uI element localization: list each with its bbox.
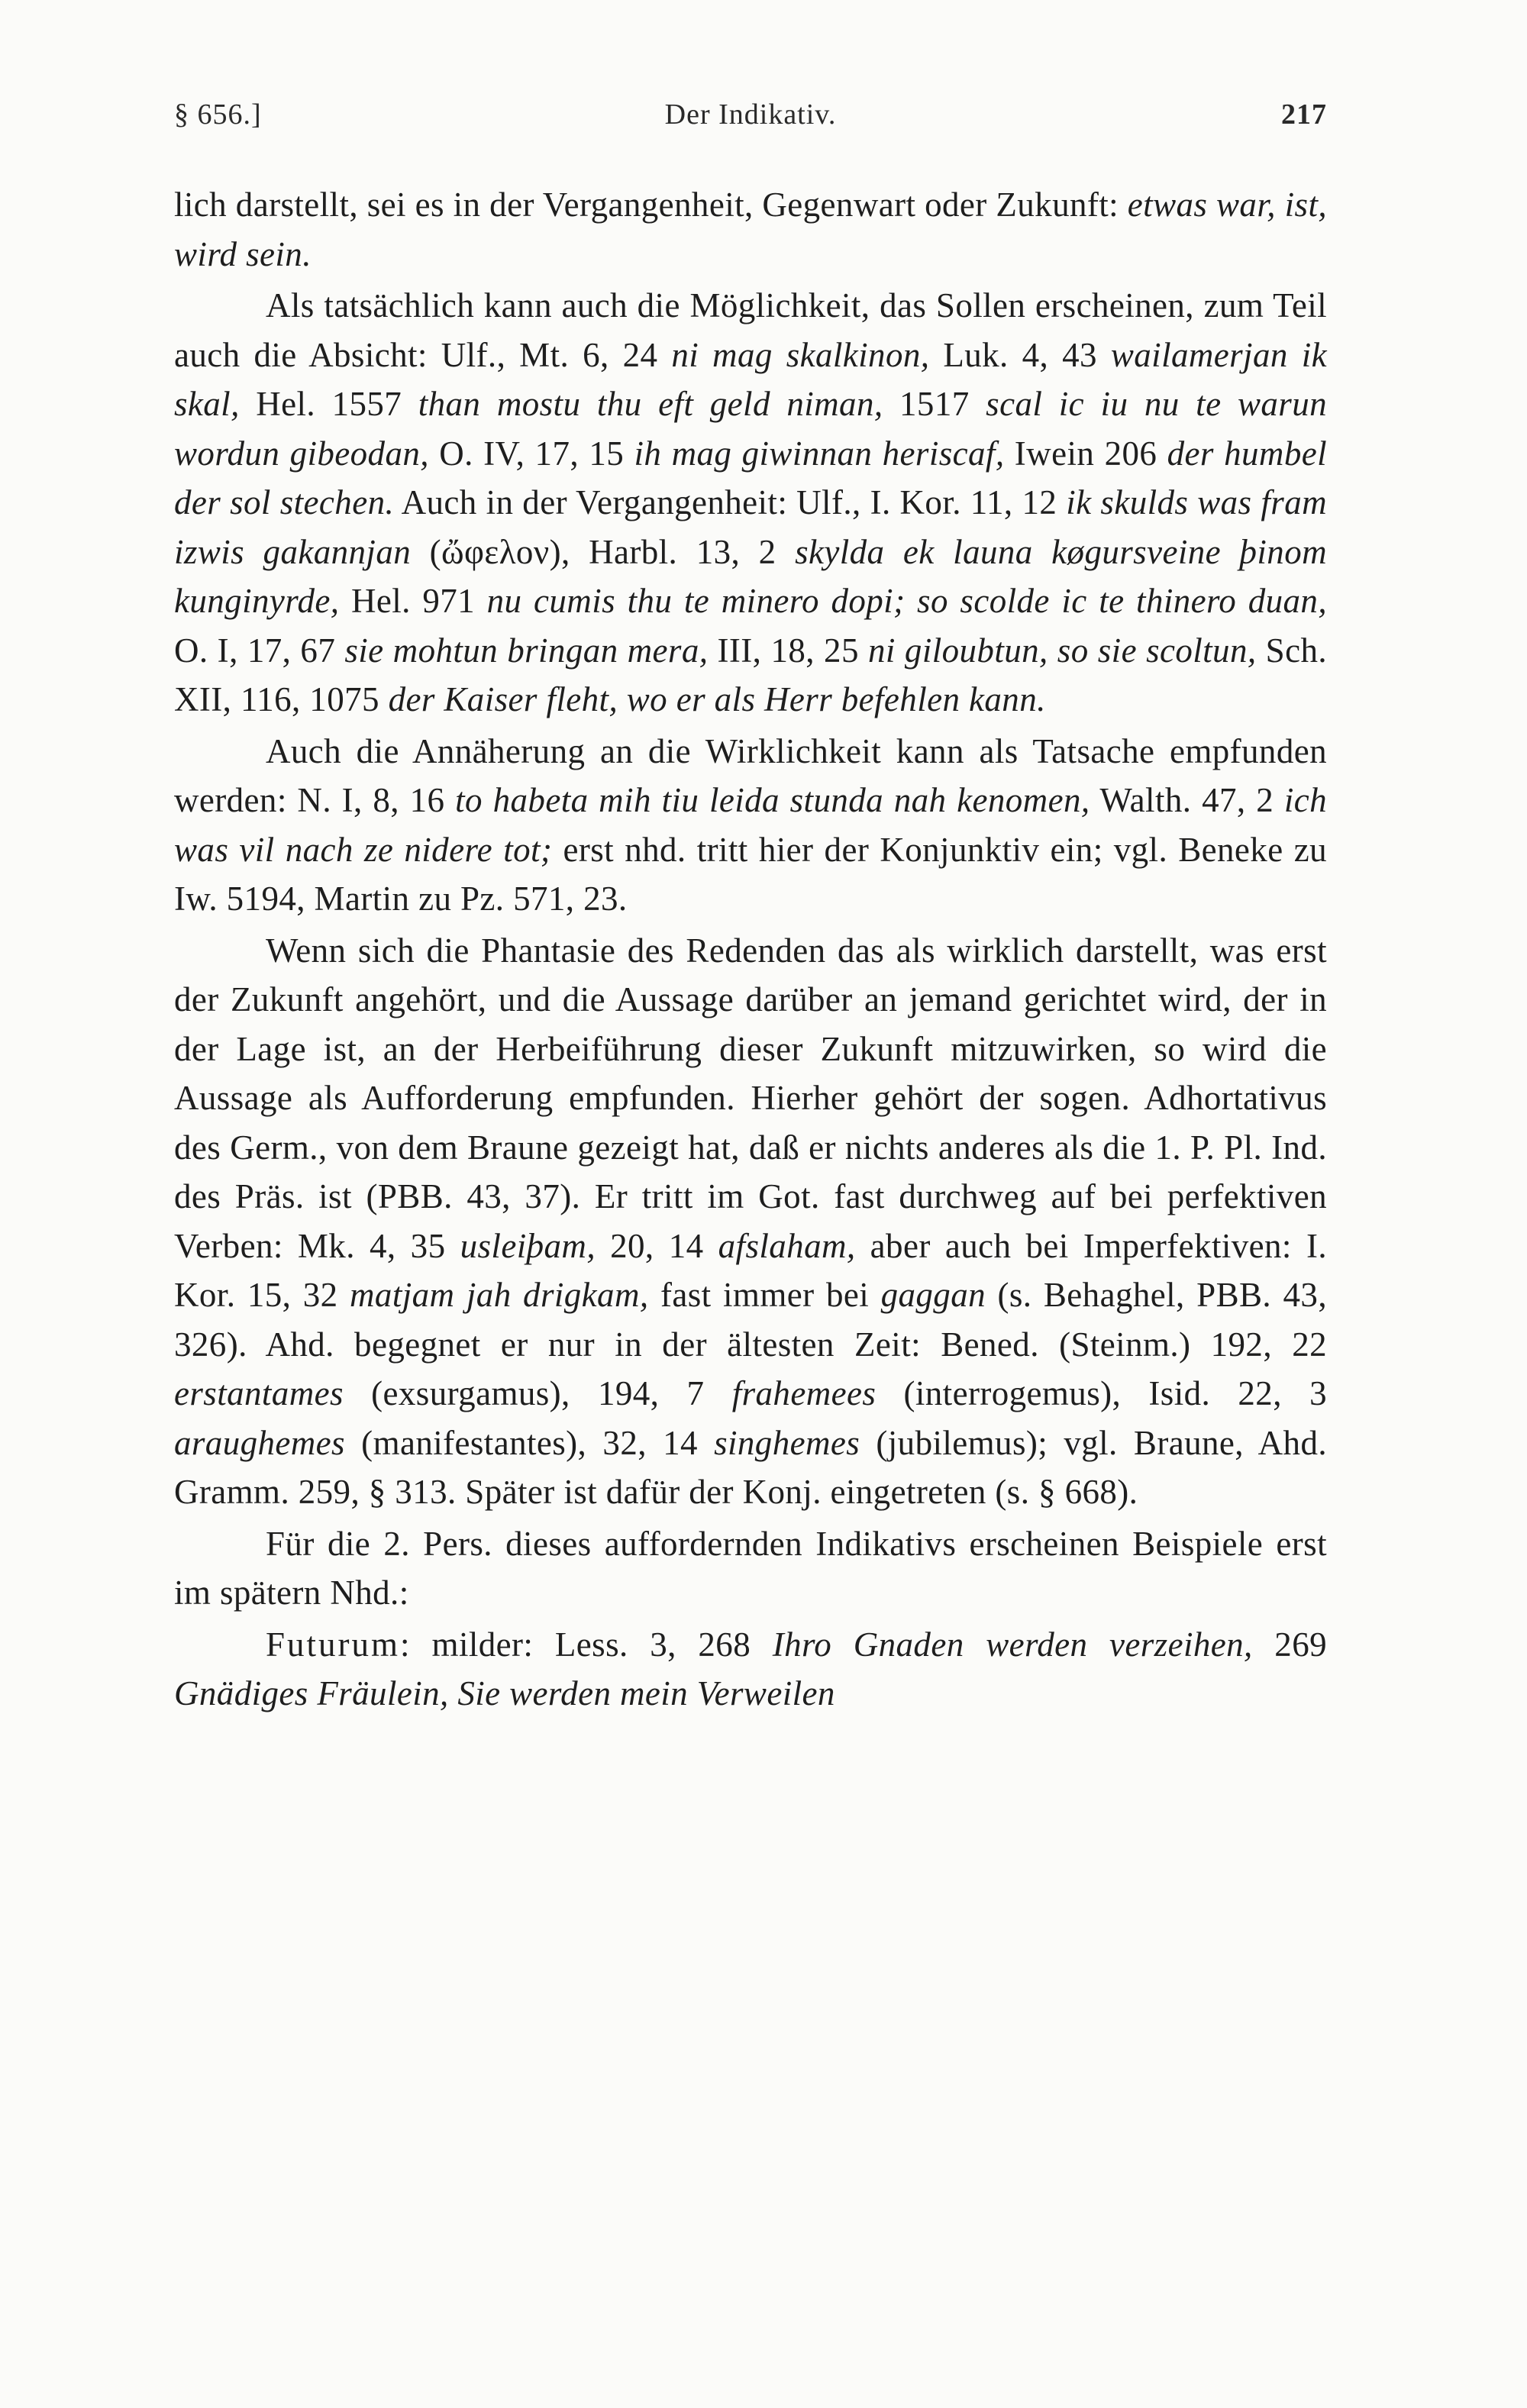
example-quote: singhemes bbox=[714, 1423, 860, 1462]
example-quote: afslaham, bbox=[718, 1226, 856, 1265]
text-run: (exsurgamus), 194, 7 bbox=[343, 1374, 732, 1412]
example-quote: scal ic iu nu te warun wordun gibeodan, bbox=[174, 385, 1327, 473]
example-quote: Ihro Gnaden werden verzeihen, bbox=[772, 1625, 1253, 1664]
paragraph bbox=[174, 1519, 1327, 1618]
example-quote: so scolde ic te thinero duan, bbox=[917, 582, 1327, 620]
example-quote: sie mohtun bringan mera, bbox=[344, 631, 709, 670]
text-run: Auch die Annäherung an die Wirklichkeit kann als Tatsache empfunden werden: N. I, 8, 16 bbox=[174, 731, 1327, 819]
running-header bbox=[174, 98, 1327, 151]
text-run: Auch in der Vergangenheit: Ulf., I. Kor. 11, 12 bbox=[394, 483, 1067, 521]
example-quote: gaggan bbox=[880, 1276, 986, 1314]
example-quote: der humbel der sol stechen. bbox=[174, 434, 1327, 521]
example-quote: ni mag skalkinon, bbox=[671, 335, 930, 374]
text-run: erst nhd. tritt hier der Konjunktiv ein; vgl. Beneke zu Iw. 5194, Martin zu Pz. 571, 23. bbox=[174, 830, 1328, 918]
text-run: Futurum bbox=[266, 1625, 401, 1664]
text-run: 20, 14 bbox=[595, 1226, 718, 1265]
text-run: (interrogemus), Isid. 22, 3 bbox=[876, 1374, 1327, 1412]
example-quote: frahemees bbox=[731, 1374, 876, 1412]
example-quote: der Kaiser fleht, wo er als Herr befehlen kann. bbox=[388, 680, 1046, 718]
example-quote: wailamerjan ik skal, bbox=[174, 335, 1327, 423]
running-title: Der Indikativ. bbox=[664, 98, 837, 131]
example-quote: ik skulds was fram izwis gakannjan bbox=[174, 483, 1327, 571]
text-run: Luk. 4, 43 bbox=[929, 335, 1111, 374]
text-run: : milder: Less. 3, 268 bbox=[400, 1625, 773, 1664]
text-run: (ὤφελον), Harbl. 13, 2 bbox=[411, 532, 796, 571]
example-quote: ih mag giwinnan heriscaf, bbox=[634, 434, 1005, 473]
text-run: III, 18, 25 bbox=[708, 631, 868, 670]
section-reference: § 656.] bbox=[174, 98, 262, 131]
text-run: Für die 2. Pers. dieses auffordernden Indikativs erscheinen Beispiele erst im spätern Nhd.: bbox=[174, 1524, 1327, 1612]
text-run: Als tatsächlich kann auch die Möglichkeit, das Sollen erscheinen, zum Teil auch die Absicht: Ulf., Mt. 6, 24 bbox=[174, 286, 1327, 374]
example-quote: ni giloubtun, so sie scoltun, bbox=[867, 631, 1257, 670]
text-run: Hel. 971 bbox=[339, 582, 487, 620]
body-text bbox=[174, 180, 1327, 1721]
text-run: lich darstellt, sei es in der Vergangenheit, Gegenwart oder Zukunft: bbox=[174, 186, 1128, 224]
text-run: O. I, 17, 67 bbox=[174, 631, 345, 670]
text-run: (s. Behaghel, PBB. 43, 326). Ahd. begegnet er nur in der ältesten Zeit: Bened. (Steinm.) 192, 22 bbox=[174, 1276, 1327, 1364]
paragraph bbox=[174, 281, 1327, 725]
text-run: (jubilemus); vgl. Braune, Ahd. Gramm. 259, § 313. Später ist dafür der Konj. eingetreten (s. § 668). bbox=[174, 1423, 1327, 1511]
example-quote: ich was vil nach ze nidere tot; bbox=[174, 781, 1328, 869]
example-quote: araughemes bbox=[174, 1423, 345, 1462]
example-quote: than mostu thu eft geld niman, bbox=[418, 385, 883, 423]
text-run bbox=[905, 582, 917, 620]
text-run: (manifestantes), 32, 14 bbox=[344, 1423, 715, 1462]
example-quote: nu cumis thu te minero dopi; bbox=[486, 582, 906, 620]
text-run: 1517 bbox=[883, 385, 986, 423]
text-run: fast immer bei bbox=[648, 1276, 881, 1314]
paragraph bbox=[174, 727, 1327, 924]
text-run: Hel. 1557 bbox=[239, 385, 418, 423]
paragraph bbox=[174, 180, 1327, 279]
example-quote: Gnädiges Fräulein, Sie werden mein Verweilen bbox=[174, 1674, 835, 1712]
text-run: aber auch bei Imperfektiven: I. Kor. 15, 32 bbox=[174, 1226, 1328, 1314]
page-number: 217 bbox=[1281, 98, 1327, 131]
example-quote: skylda ek launa køgursveine þinom kunginyrde, bbox=[174, 532, 1327, 620]
text-run: Walth. 47, 2 bbox=[1090, 781, 1284, 819]
text-run: Iwein 206 bbox=[1004, 434, 1167, 473]
example-quote: erstantames bbox=[174, 1374, 344, 1412]
example-quote: matjam jah drigkam, bbox=[350, 1276, 649, 1314]
example-quote: etwas war, ist, wird sein. bbox=[174, 186, 1327, 273]
example-quote: usleiþam, bbox=[460, 1226, 596, 1265]
text-run: O. IV, 17, 15 bbox=[428, 434, 634, 473]
text-run: 269 bbox=[1252, 1625, 1327, 1664]
text-run: Wenn sich die Phantasie des Redenden das als wirklich darstellt, was erst der Zukunft angehört, und die Aussage darüber an jemand gerichtet wird, der in der Lage ist, an der Herbeiführung dieser Zukunft mitzuwirken, so wird die Aussage als Aufforderung empfunden. Hierher gehört der sogen. Adhortativus des Germ., von dem Braune gezeigt hat, daß er nichts anderes als die 1. P. Pl. Ind. des Präs. ist (PBB. 43, 37). Er tritt im Got. fast durchweg auf bei perfektiven Verben: Mk. 4, 35 bbox=[174, 931, 1327, 1265]
example-quote: to habeta mih tiu leida stunda nah kenomen, bbox=[455, 781, 1090, 819]
paragraph bbox=[174, 926, 1327, 1517]
paragraph bbox=[174, 1620, 1327, 1719]
text-run: Sch. XII, 116, 1075 bbox=[174, 631, 1327, 718]
